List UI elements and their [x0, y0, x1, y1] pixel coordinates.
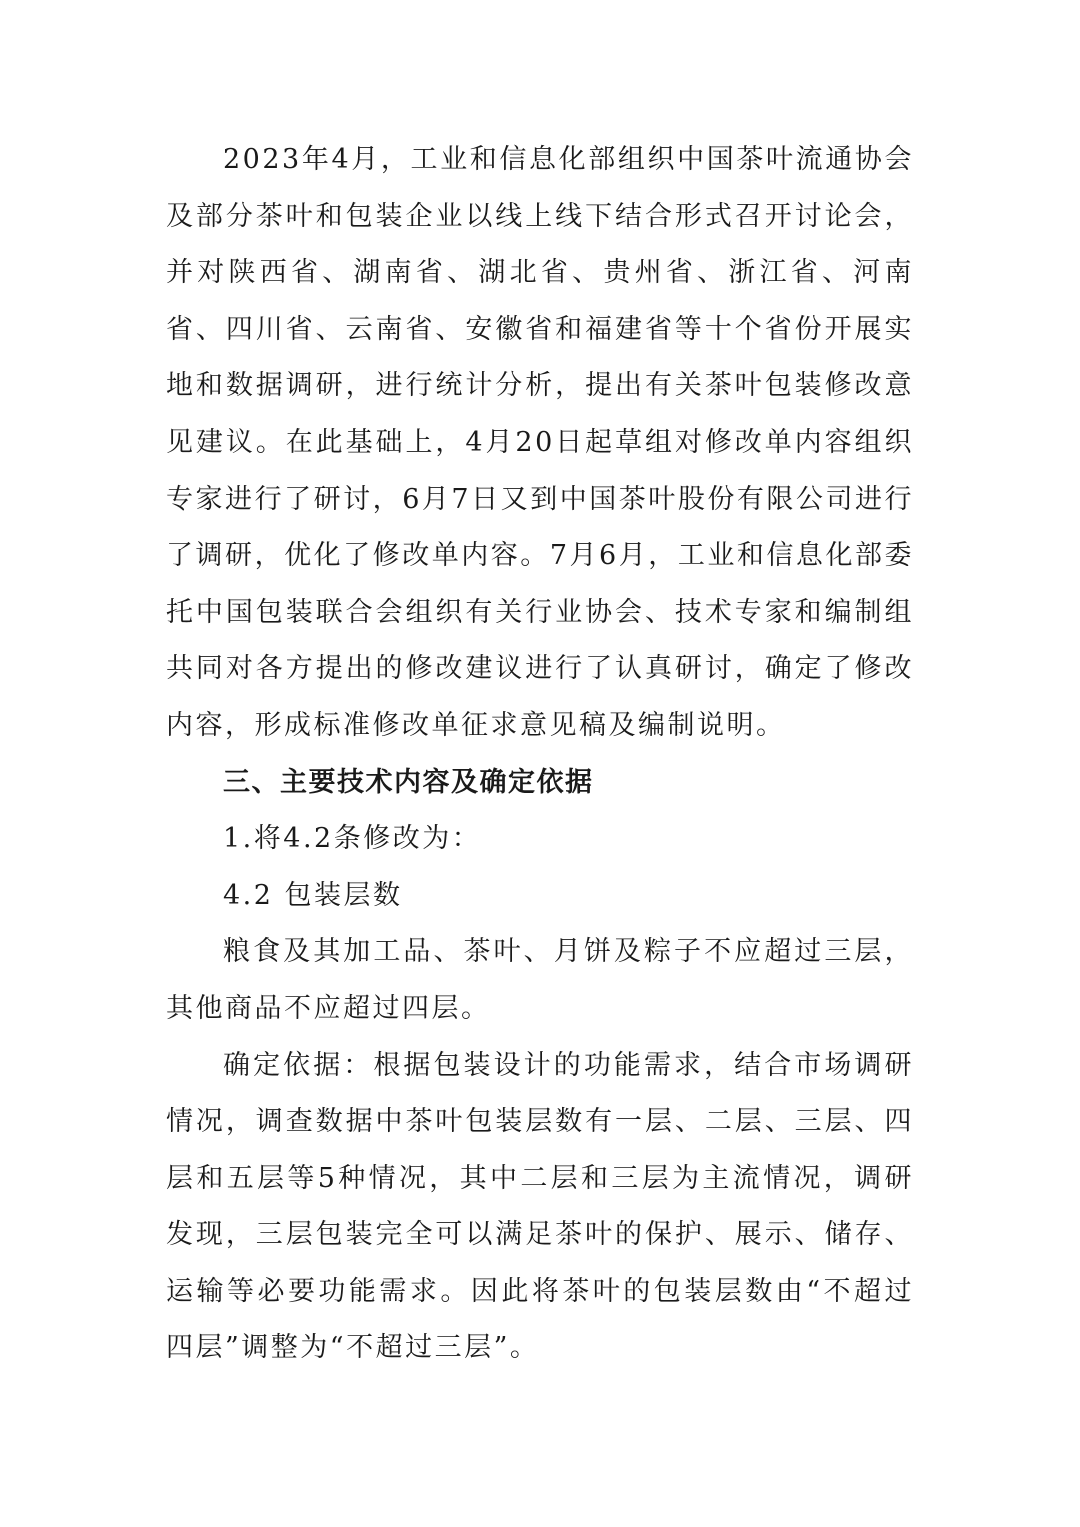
basis-paragraph: 确定依据：根据包装设计的功能需求，结合市场调研情况，调查数据中茶叶包装层数有一层、二层、三层、四层和五层等5种情况，其中二层和三层为主流情况，调研发现，三层包装完全可以满足茶叶的保护、展示、储存、运输等必要功能需求。因此将茶叶的包装层数由“不超过四层”调整为“不超过三层”。 [166, 1049, 914, 1364]
amendment-item: 1.将4.2条修改为： [223, 823, 482, 855]
clause-title: 4.2 包装层数 [223, 879, 403, 911]
background-paragraph: 2023年4月，工业和信息化部组织中国茶叶流通协会及部分茶叶和包装企业以线上线下结合形式召开讨论会，并对陕西省、湖南省、湖北省、贵州省、浙江省、河南省、四川省、云南省、安徽省和福建省等十个省份开展实地和数据调研，进行统计分析，提出有关茶叶包装修改意见建议。在此基础上，4月20日起草组对修改单内容组织专家进行了研讨，6月7日又到中国茶叶股份有限公司进行了调研，优化了修改单内容。7月6月，工业和信息化部委托中国包装联合会组织有关行业协会、技术专家和编制组共同对各方提出的修改建议进行了认真研讨，确定了修改内容，形成标准修改单征求意见稿及编制说明。 [166, 144, 914, 741]
section-heading: 三、主要技术内容及确定依据 [223, 766, 594, 798]
clause-text: 粮食及其加工品、茶叶、月饼及粽子不应超过三层，其他商品不应超过四层。 [166, 936, 914, 1024]
document-body [166, 132, 914, 1377]
